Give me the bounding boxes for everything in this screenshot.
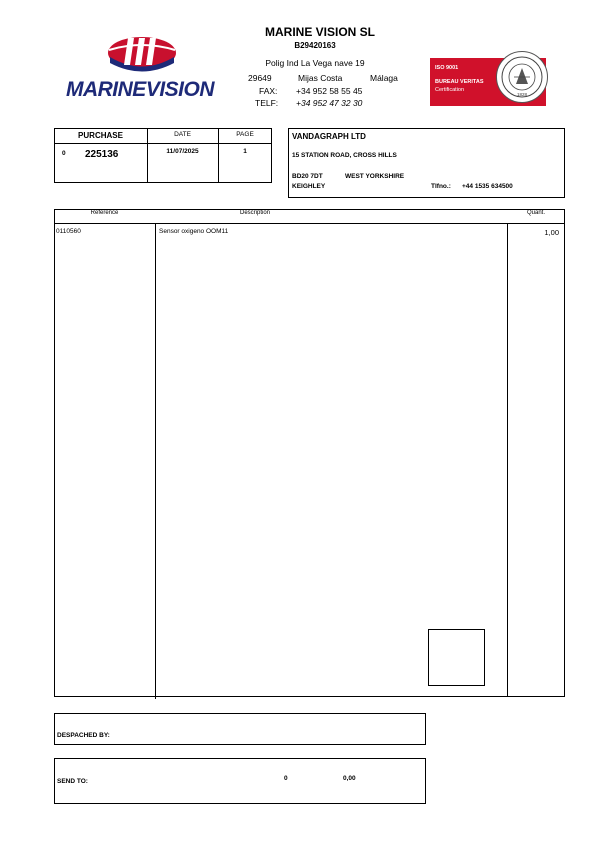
lines-table bbox=[54, 209, 565, 697]
purchase-page: 1 bbox=[243, 148, 247, 155]
send-to-value-1: 0 bbox=[284, 775, 288, 782]
certification-label: Certification bbox=[435, 87, 465, 93]
supplier-phone-label: Tlfno.: bbox=[431, 183, 451, 190]
supplier-county: WEST YORKSHIRE bbox=[345, 173, 405, 180]
supplier-town: KEIGHLEY bbox=[292, 183, 326, 190]
supplier-phone: +44 1535 634500 bbox=[462, 183, 513, 190]
column-header-reference: Reference bbox=[90, 210, 119, 216]
supplier-street: 15 STATION ROAD, CROSS HILLS bbox=[292, 152, 397, 159]
tel-label: TELF: bbox=[255, 98, 279, 108]
column-header-quantity: Quant. bbox=[526, 210, 545, 216]
company-name: MARINE VISION SL bbox=[264, 25, 375, 39]
iso-label: ISO 9001 bbox=[435, 65, 459, 71]
iso-certification-badge bbox=[430, 58, 546, 106]
despatched-by-box bbox=[54, 713, 426, 745]
purchase-number: 225136 bbox=[85, 149, 119, 160]
send-to-label: SEND TO: bbox=[57, 778, 88, 785]
stamp-square bbox=[428, 629, 485, 686]
purchase-label: PURCHASE bbox=[78, 131, 123, 140]
row-reference: 0110560 bbox=[56, 228, 81, 235]
company-address: Polig Ind La Vega nave 19 bbox=[265, 58, 365, 68]
company-logo bbox=[62, 32, 218, 108]
bureau-veritas-label: BUREAU VERITAS bbox=[435, 79, 484, 85]
company-province: Málaga bbox=[370, 73, 398, 83]
supplier-name: VANDAGRAPH LTD bbox=[292, 132, 366, 141]
tel-number: +34 952 47 32 30 bbox=[296, 98, 363, 108]
logo-wordmark: MARINEVISION bbox=[65, 78, 214, 101]
send-to-box bbox=[54, 758, 426, 804]
company-tax-id: B29420163 bbox=[294, 41, 336, 50]
purchase-series: 0 bbox=[62, 150, 66, 157]
bureau-veritas-seal bbox=[496, 51, 548, 103]
despatched-by-label: DESPACHED BY: bbox=[57, 732, 110, 739]
date-label: DATE bbox=[174, 131, 191, 138]
company-postal-code: 29649 bbox=[248, 73, 272, 83]
page-label: PAGE bbox=[236, 131, 254, 138]
fax-label: FAX: bbox=[259, 86, 278, 96]
seal-year: 1828 bbox=[516, 92, 527, 97]
fax-number: +34 952 58 55 45 bbox=[296, 86, 363, 96]
send-to-value-2: 0,00 bbox=[343, 775, 356, 782]
company-city: Mijas Costa bbox=[298, 73, 343, 83]
row-description: Sensor oxigeno OOM11 bbox=[159, 228, 229, 235]
supplier-postcode: BD20 7DT bbox=[292, 173, 323, 180]
purchase-date: 11/07/2025 bbox=[166, 148, 199, 155]
column-header-description: Description bbox=[239, 210, 270, 216]
row-quantity: 1,00 bbox=[544, 228, 559, 237]
